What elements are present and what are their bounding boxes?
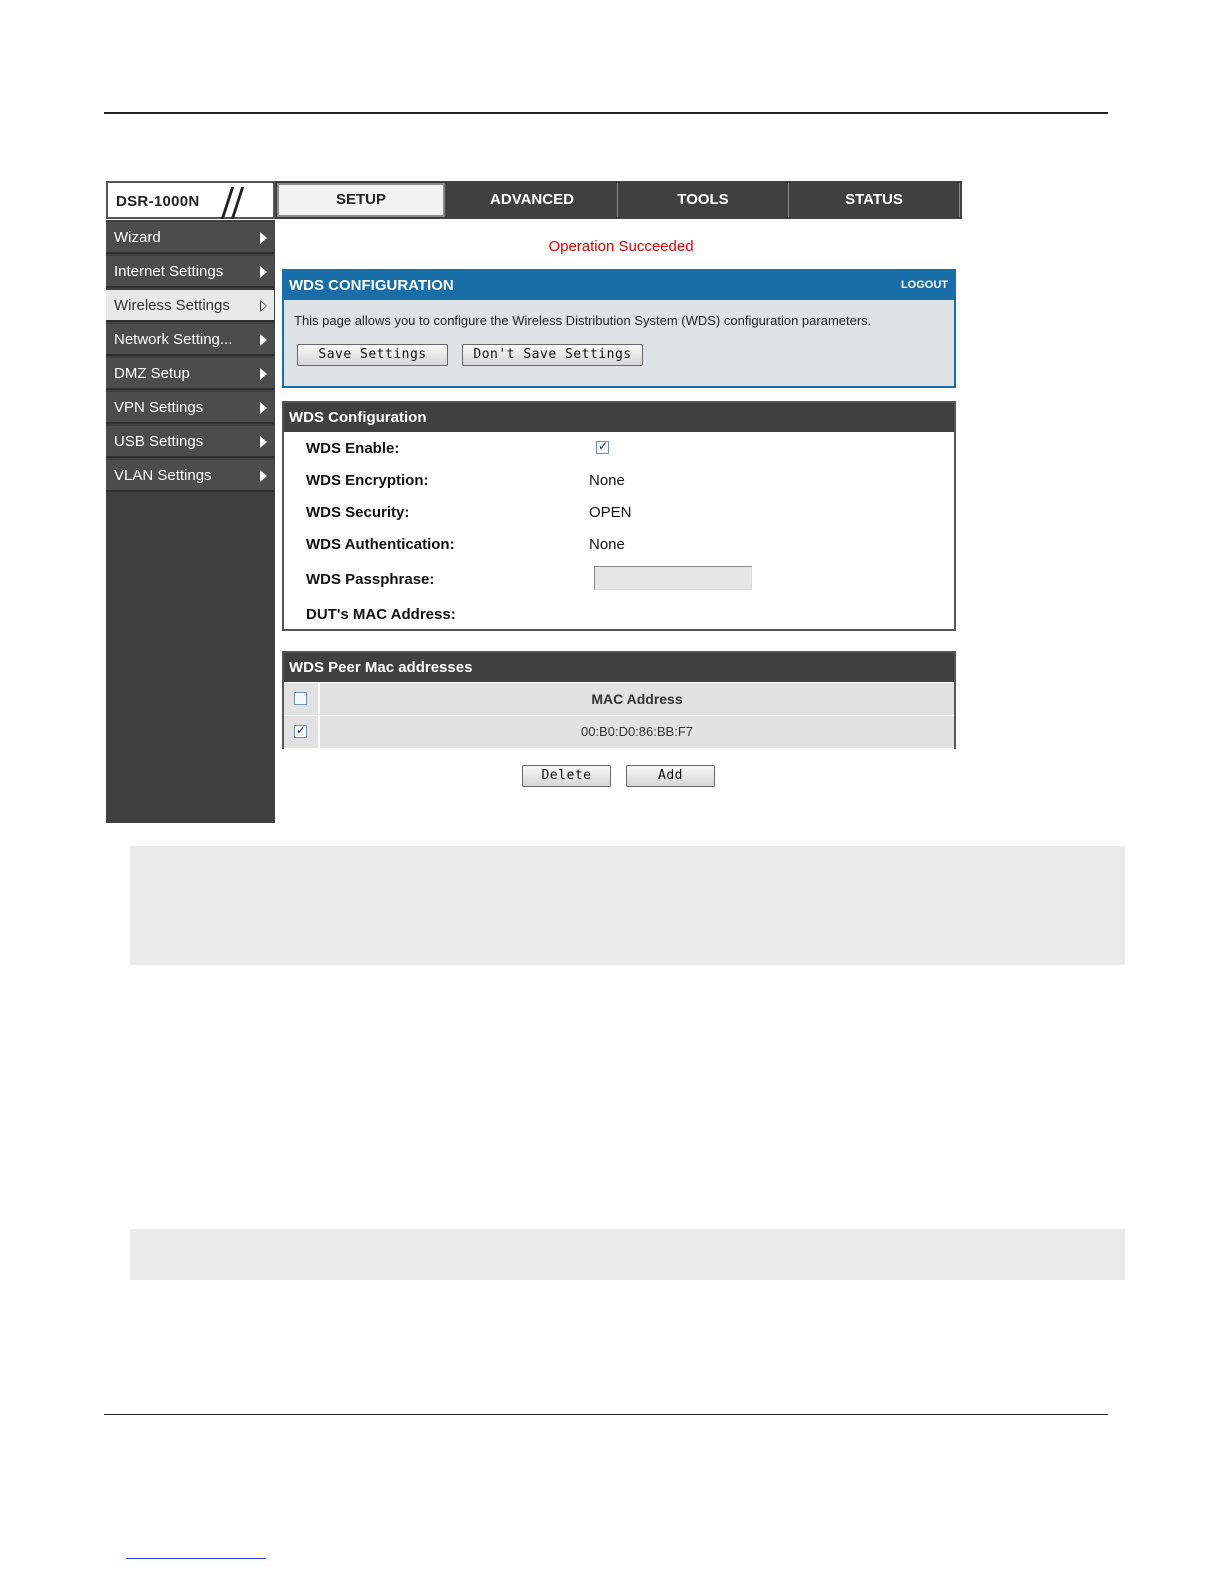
section-title: WDS Peer Mac addresses [289, 659, 473, 676]
section-title: WDS Configuration [289, 409, 427, 426]
wds-passphrase-label: WDS Passphrase: [306, 571, 435, 588]
sidebar-item-vlan-settings[interactable] [106, 460, 274, 492]
row-select-cell [284, 716, 320, 748]
wds-encryption-label: WDS Encryption: [306, 472, 429, 489]
tab-setup[interactable]: SETUP [277, 183, 445, 217]
page-header-bar [284, 271, 954, 300]
wds-passphrase-input[interactable] [594, 566, 752, 590]
logout-link[interactable]: LOGOUT [900, 279, 948, 291]
tab-tools[interactable]: TOOLS [618, 183, 789, 217]
tab-status[interactable]: STATUS [789, 183, 960, 217]
save-settings-button[interactable]: Save Settings [297, 344, 448, 366]
select-all-checkbox[interactable] [294, 692, 307, 705]
sidebar-item-wizard[interactable] [106, 222, 274, 254]
sidebar-item-dmz-setup[interactable] [106, 358, 274, 390]
mac-address-cell: 00:B0:D0:86:BB:F7 [580, 724, 693, 739]
chevron-right-icon [260, 334, 267, 346]
logo-text: DSR-1000N [116, 193, 200, 210]
chevron-right-icon [260, 368, 267, 380]
page-header-panel [282, 269, 956, 388]
tab-advanced[interactable]: ADVANCED [447, 183, 618, 217]
sidebar-item-label: VLAN Settings [114, 467, 212, 484]
chevron-right-outline-icon [260, 300, 267, 312]
table-header-row [284, 683, 954, 716]
wds-security-label: WDS Security: [306, 504, 410, 521]
chevron-right-icon [260, 436, 267, 448]
bottom-page-rule [104, 1414, 1108, 1415]
dut-mac-address-label: DUT's MAC Address: [306, 606, 456, 623]
wds-enable-checkbox[interactable] [596, 441, 609, 454]
operation-status-message: Operation Succeeded [548, 238, 694, 255]
select-all-cell [284, 683, 320, 715]
add-button[interactable]: Add [626, 765, 715, 787]
page-title: WDS CONFIGURATION [289, 277, 454, 294]
sidebar-item-vpn-settings[interactable] [106, 392, 274, 424]
sidebar-item-internet-settings[interactable] [106, 256, 274, 288]
sidebar [106, 220, 275, 823]
sidebar-item-wireless-settings[interactable] [106, 290, 274, 322]
sidebar-item-usb-settings[interactable] [106, 426, 274, 458]
wds-authentication-value: None [589, 536, 625, 553]
wds-authentication-label: WDS Authentication: [306, 536, 455, 553]
sidebar-item-label: Wireless Settings [114, 297, 230, 314]
router-ui-screenshot [106, 180, 962, 823]
note-block-2 [130, 1229, 1125, 1280]
sidebar-item-label: USB Settings [114, 433, 204, 450]
dont-save-settings-button[interactable]: Don't Save Settings [462, 344, 643, 366]
wds-security-value: OPEN [589, 504, 632, 521]
table-row [284, 716, 954, 749]
top-page-rule [104, 112, 1108, 114]
note-block [130, 846, 1125, 965]
sidebar-item-label: Internet Settings [114, 263, 224, 280]
logo-slash-icon [231, 187, 244, 219]
delete-button[interactable]: Delete [522, 765, 611, 787]
chevron-right-icon [260, 266, 267, 278]
wds-enable-label: WDS Enable: [306, 440, 400, 457]
sidebar-item-label: Wizard [114, 229, 161, 246]
footer-link-underline [126, 1558, 266, 1559]
section-header [284, 653, 954, 682]
brand-logo [106, 181, 275, 219]
column-header-mac: MAC Address [591, 691, 683, 707]
chevron-right-icon [260, 470, 267, 482]
row-select-checkbox[interactable] [294, 725, 307, 738]
wds-configuration-section [282, 401, 956, 631]
sidebar-item-label: VPN Settings [114, 399, 204, 416]
wds-encryption-value: None [589, 472, 625, 489]
chevron-right-icon [260, 232, 267, 244]
sidebar-item-network-settings[interactable] [106, 324, 274, 356]
page-description: This page allows you to configure the Wireless Distribution System (WDS) configuration parameters. [294, 313, 872, 328]
sidebar-item-label: Network Setting... [114, 331, 233, 348]
section-header [284, 403, 954, 432]
wds-peer-mac-section [282, 651, 956, 749]
sidebar-item-label: DMZ Setup [114, 365, 190, 382]
chevron-right-icon [260, 402, 267, 414]
top-nav [275, 181, 962, 219]
